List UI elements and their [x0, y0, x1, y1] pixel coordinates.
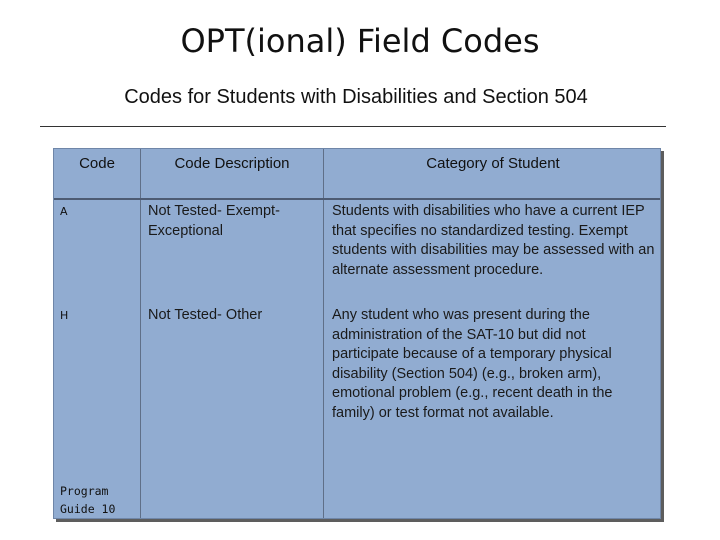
- header-category-of-student: Category of Student: [426, 155, 560, 172]
- row-h-code: H: [60, 309, 69, 322]
- column-divider-1: [140, 149, 141, 518]
- slide-title: OPT(ional) Field Codes: [180, 22, 540, 60]
- codes-table: [53, 148, 661, 519]
- row-h-description: Not Tested- Other: [148, 307, 263, 323]
- footer-line-1: Program: [60, 484, 109, 498]
- row-a-description: Not Tested- Exempt-Exceptional: [148, 203, 280, 239]
- row-h-category: Any student who was present during the administration of the SAT-10 but did not participate because of a temporary physical disability (Section 504) (e.g., broken arm), emotional problem (e.g., recent death in the family) or test format not available.: [332, 307, 613, 421]
- column-divider-2: [323, 149, 324, 518]
- footer-line-2: Guide 10: [60, 502, 116, 516]
- row-a-code: A: [60, 205, 68, 218]
- header-divider: [54, 198, 660, 200]
- slide-subtitle: Codes for Students with Disabilities and Section 504: [124, 86, 588, 108]
- program-guide-footer: [60, 482, 140, 518]
- header-code: Code: [79, 155, 115, 172]
- row-a-category: Students with disabilities who have a current IEP that specifies no standardized testing. Exempt students with disabilities may be assessed with an alternate assessment procedure.: [332, 203, 655, 278]
- header-code-description: Code Description: [174, 155, 290, 172]
- title-divider: [40, 126, 666, 127]
